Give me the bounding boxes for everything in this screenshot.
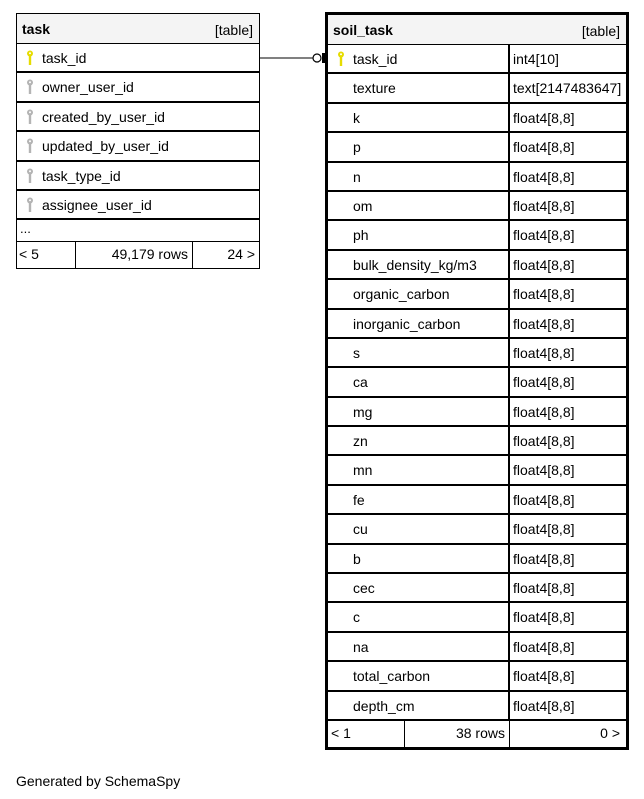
column-name[interactable]: task_id bbox=[42, 50, 87, 66]
column-row[interactable] bbox=[328, 310, 626, 339]
column-name[interactable]: updated_by_user_id bbox=[42, 138, 169, 155]
column-name[interactable]: bulk_density_kg/m3 bbox=[353, 256, 477, 273]
column-type: float4[8,8] bbox=[508, 163, 575, 190]
column-type: float4[8,8] bbox=[508, 545, 575, 572]
column-type: float4[8,8] bbox=[508, 192, 575, 219]
table-footer bbox=[17, 242, 259, 268]
task-table[interactable] bbox=[16, 13, 260, 269]
table-footer bbox=[328, 721, 626, 747]
column-type: float4[8,8] bbox=[508, 104, 575, 131]
table-name[interactable]: soil_task bbox=[333, 22, 393, 38]
column-row[interactable] bbox=[328, 633, 626, 662]
column-name[interactable]: n bbox=[353, 168, 361, 185]
column-name[interactable]: organic_carbon bbox=[353, 286, 450, 303]
table-kind: [table] bbox=[214, 22, 253, 38]
row-count: 38 rows bbox=[404, 721, 509, 747]
column-row[interactable] bbox=[17, 132, 259, 161]
column-type: float4[8,8] bbox=[508, 574, 575, 601]
column-name[interactable]: mg bbox=[353, 403, 373, 420]
zero-cardinality-circle bbox=[313, 54, 321, 62]
child-count: 0 > bbox=[509, 721, 626, 747]
column-type: text[2147483647] bbox=[508, 74, 621, 101]
column-row[interactable] bbox=[328, 133, 626, 162]
column-row[interactable] bbox=[328, 251, 626, 280]
column-type: float4[8,8] bbox=[508, 221, 575, 248]
table-name[interactable]: task bbox=[22, 21, 51, 37]
primary-key-icon bbox=[25, 50, 35, 66]
parent-count: < 5 bbox=[19, 246, 39, 263]
column-name[interactable]: owner_user_id bbox=[42, 79, 134, 96]
foreign-key-icon bbox=[25, 197, 35, 213]
column-row[interactable] bbox=[328, 515, 626, 544]
column-name[interactable]: b bbox=[353, 550, 361, 567]
column-row[interactable] bbox=[328, 603, 626, 632]
column-row[interactable] bbox=[328, 574, 626, 603]
column-name[interactable]: zn bbox=[353, 433, 368, 450]
column-name[interactable]: cu bbox=[353, 521, 368, 538]
column-row[interactable] bbox=[328, 74, 626, 103]
column-type: int4[10] bbox=[508, 45, 559, 72]
foreign-key-icon bbox=[25, 138, 35, 154]
column-row[interactable] bbox=[17, 162, 259, 191]
column-type: float4[8,8] bbox=[508, 280, 575, 307]
column-name[interactable]: depth_cm bbox=[353, 697, 415, 714]
column-type: float4[8,8] bbox=[508, 692, 575, 719]
column-row[interactable] bbox=[328, 692, 626, 721]
column-type: float4[8,8] bbox=[508, 486, 575, 513]
column-type: float4[8,8] bbox=[508, 603, 575, 630]
column-type: float4[8,8] bbox=[508, 310, 575, 337]
column-name[interactable]: created_by_user_id bbox=[42, 108, 165, 125]
column-type: float4[8,8] bbox=[508, 368, 575, 395]
table-header[interactable] bbox=[328, 15, 626, 45]
table-header[interactable] bbox=[17, 14, 259, 44]
column-row[interactable] bbox=[17, 73, 259, 102]
parent-count: < 1 bbox=[331, 724, 351, 741]
column-type: float4[8,8] bbox=[508, 662, 575, 689]
foreign-key-icon bbox=[25, 109, 35, 125]
column-name[interactable]: p bbox=[353, 139, 361, 156]
column-type: float4[8,8] bbox=[508, 339, 575, 366]
column-name[interactable]: mn bbox=[353, 462, 373, 479]
column-row[interactable] bbox=[328, 427, 626, 456]
more-columns-text: ... bbox=[20, 221, 31, 237]
column-row[interactable] bbox=[328, 486, 626, 515]
column-row[interactable] bbox=[328, 104, 626, 133]
column-name[interactable]: na bbox=[353, 638, 369, 655]
column-name[interactable]: om bbox=[353, 197, 373, 214]
soil-task-table[interactable] bbox=[325, 12, 629, 750]
column-name[interactable]: task_type_id bbox=[42, 167, 121, 184]
column-name[interactable]: k bbox=[353, 109, 360, 126]
column-row[interactable] bbox=[328, 398, 626, 427]
column-type: float4[8,8] bbox=[508, 515, 575, 542]
column-name[interactable]: c bbox=[353, 609, 360, 626]
column-row[interactable] bbox=[17, 191, 259, 220]
column-name[interactable]: total_carbon bbox=[353, 668, 431, 685]
column-type: float4[8,8] bbox=[508, 633, 575, 660]
foreign-key-icon bbox=[25, 79, 35, 95]
child-count: 24 > bbox=[192, 242, 259, 268]
column-type: float4[8,8] bbox=[508, 251, 575, 278]
column-type: float4[8,8] bbox=[508, 398, 575, 425]
generated-by-label: Generated by SchemaSpy bbox=[16, 773, 181, 789]
column-row[interactable] bbox=[328, 339, 626, 368]
column-row[interactable] bbox=[328, 163, 626, 192]
column-name[interactable]: cec bbox=[353, 580, 375, 597]
column-row[interactable] bbox=[328, 45, 626, 74]
column-row[interactable] bbox=[328, 221, 626, 250]
column-type: float4[8,8] bbox=[508, 456, 575, 483]
more-columns bbox=[17, 220, 259, 242]
table-kind: [table] bbox=[581, 23, 620, 39]
column-row[interactable] bbox=[328, 545, 626, 574]
column-row[interactable] bbox=[328, 662, 626, 691]
column-row[interactable] bbox=[328, 192, 626, 221]
primary-key-icon bbox=[336, 51, 346, 67]
column-row[interactable] bbox=[17, 44, 259, 73]
foreign-key-icon bbox=[25, 168, 35, 184]
column-name[interactable]: ph bbox=[353, 227, 369, 244]
row-count: 49,179 rows bbox=[75, 242, 192, 268]
column-row[interactable] bbox=[328, 456, 626, 485]
column-name[interactable]: fe bbox=[353, 491, 365, 508]
column-name[interactable]: s bbox=[353, 344, 360, 361]
column-type: float4[8,8] bbox=[508, 427, 575, 454]
column-name[interactable]: assignee_user_id bbox=[42, 196, 152, 213]
column-name[interactable]: ca bbox=[353, 374, 368, 391]
column-row[interactable] bbox=[328, 280, 626, 309]
column-name[interactable]: task_id bbox=[353, 51, 398, 67]
relationship-connector bbox=[258, 48, 328, 68]
column-row[interactable] bbox=[17, 103, 259, 132]
column-row[interactable] bbox=[328, 368, 626, 397]
column-name[interactable]: inorganic_carbon bbox=[353, 315, 461, 332]
column-type: float4[8,8] bbox=[508, 133, 575, 160]
column-name[interactable]: texture bbox=[353, 80, 396, 97]
